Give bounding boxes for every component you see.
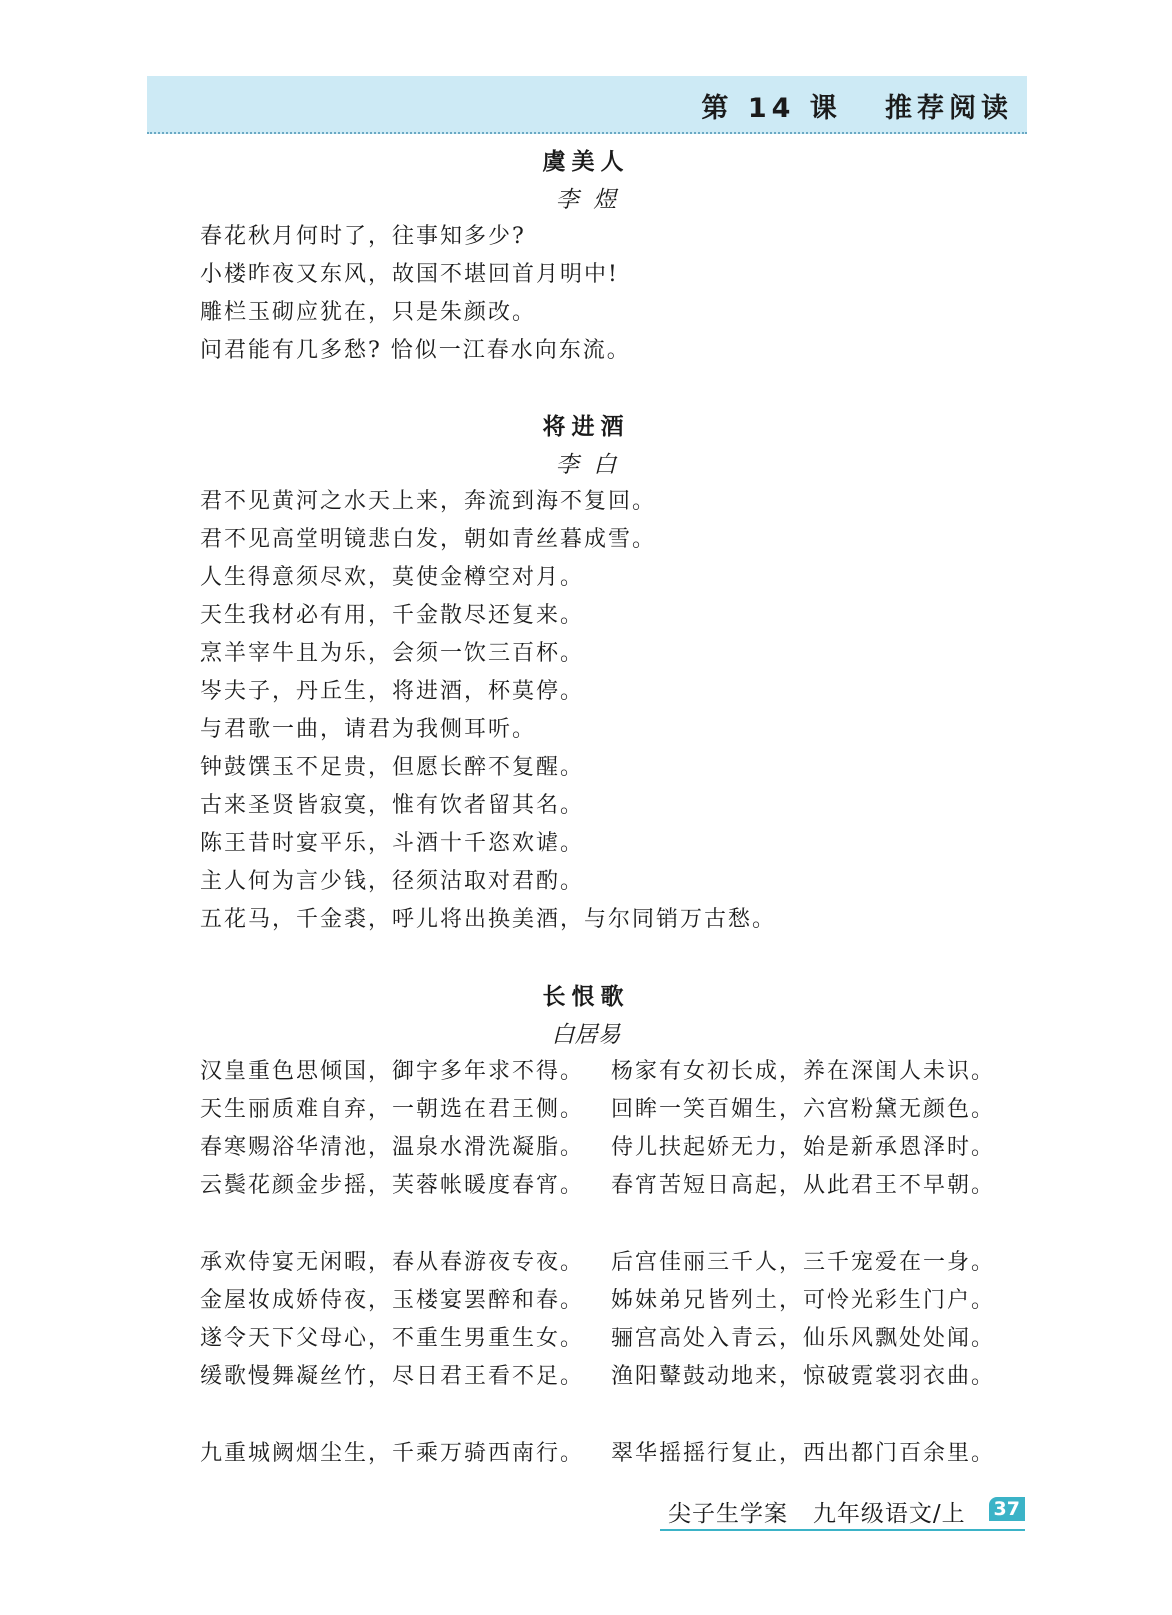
- poem-line-right: 渔阳鼙鼓动地来，惊破霓裳羽衣曲。: [611, 1364, 996, 1389]
- poem-line: 君不见黄河之水天上来，奔流到海不复回。: [200, 489, 657, 514]
- poem-line: 钟鼓馔玉不足贵，但愿长醉不复醒。: [200, 755, 585, 780]
- poem-line-right: 姊妹弟兄皆列土，可怜光彩生门户。: [611, 1288, 996, 1313]
- poem-line: 与君歌一曲，请君为我侧耳听。: [200, 717, 537, 742]
- lesson-header: [147, 76, 1027, 134]
- poem-title: 长恨歌: [542, 984, 630, 1010]
- poem-line-left: 遂令天下父母心，不重生男重生女。: [200, 1326, 585, 1351]
- poem-line-left: 云鬓花颜金步摇，芙蓉帐暖度春宵。: [200, 1173, 585, 1198]
- poem-line: 春花秋月何时了，往事知多少?: [200, 224, 526, 249]
- poem-title: 虞美人: [542, 149, 630, 175]
- poem-line-right: 回眸一笑百媚生，六宫粉黛无颜色。: [611, 1097, 996, 1122]
- poem-line-right: 侍儿扶起娇无力，始是新承恩泽时。: [611, 1135, 996, 1160]
- poem-line: 五花马，千金裘，呼儿将出换美酒，与尔同销万古愁。: [200, 907, 777, 932]
- footer-book-title: 尖子生学案 九年级语文/上: [668, 1501, 966, 1527]
- poem-line-left: 缓歌慢舞凝丝竹，尽日君王看不足。: [200, 1364, 585, 1389]
- poem-line-right: 骊宫高处入青云，仙乐风飘处处闻。: [611, 1326, 996, 1351]
- poem-line-left: 承欢侍宴无闲暇，春从春游夜专夜。: [200, 1250, 585, 1275]
- poem-line: 君不见高堂明镜悲白发，朝如青丝暮成雪。: [200, 527, 657, 552]
- poem-author: 白居易: [551, 1022, 621, 1048]
- poem-line-left: 九重城阙烟尘生，千乘万骑西南行。: [200, 1441, 585, 1466]
- poem-line-left: 金屋妆成娇侍夜，玉楼宴罢醉和春。: [200, 1288, 585, 1313]
- poem-author: 李 白: [555, 452, 617, 478]
- poem-line: 烹羊宰牛且为乐，会须一饮三百杯。: [200, 641, 585, 666]
- poem-title: 将进酒: [542, 414, 630, 440]
- poem-line-right: 杨家有女初长成，养在深闺人未识。: [611, 1059, 996, 1084]
- poem-line-right: 春宵苦短日高起，从此君王不早朝。: [611, 1173, 996, 1198]
- poem-line: 雕栏玉砌应犹在，只是朱颜改。: [200, 300, 537, 325]
- poem-line-left: 天生丽质难自弃，一朝选在君王侧。: [200, 1097, 585, 1122]
- poem-line: 天生我材必有用，千金散尽还复来。: [200, 603, 585, 628]
- poem-line: 陈王昔时宴平乐，斗酒十千恣欢谑。: [200, 831, 585, 856]
- poem-line-left: 春寒赐浴华清池，温泉水滑洗凝脂。: [200, 1135, 585, 1160]
- poem-line-right: 后宫佳丽三千人，三千宠爱在一身。: [611, 1250, 996, 1275]
- poem-line: 问君能有几多愁? 恰似一江春水向东流。: [200, 338, 631, 363]
- poem-line-left: 汉皇重色思倾国，御宇多年求不得。: [200, 1059, 585, 1084]
- poem-line: 主人何为言少钱，径须沽取对君酌。: [200, 869, 585, 894]
- poem-author: 李 煜: [555, 187, 617, 213]
- lesson-title: 第 14 课 推荐阅读: [701, 93, 1013, 124]
- poem-line: 人生得意须尽欢，莫使金樽空对月。: [200, 565, 585, 590]
- page-number: 37: [989, 1497, 1025, 1521]
- poem-line: 小楼昨夜又东风，故国不堪回首月明中!: [200, 262, 619, 287]
- poem-line: 岑夫子，丹丘生，将进酒，杯莫停。: [200, 679, 585, 704]
- poem-line: 古来圣贤皆寂寞，惟有饮者留其名。: [200, 793, 585, 818]
- page-footer: [660, 1495, 1025, 1531]
- poem-line-right: 翠华摇摇行复止，西出都门百余里。: [611, 1441, 996, 1466]
